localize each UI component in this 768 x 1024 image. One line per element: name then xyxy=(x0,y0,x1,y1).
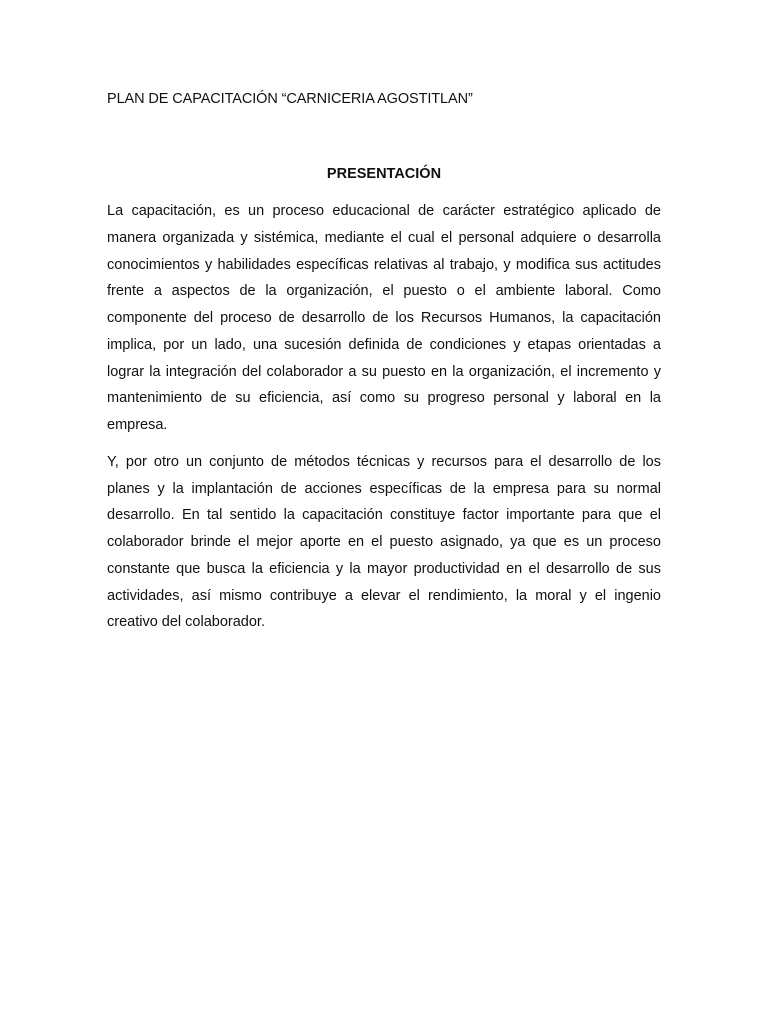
document-body xyxy=(107,198,661,646)
paragraph-1: La capacitación, es un proceso educacional de carácter estratégico aplicado de manera organizada y sistémica, mediante el cual el personal adquiere o desarrolla conocimientos y habilidades específicas relativas al trabajo, y modifica sus actitudes frente a aspectos de la organización, el puesto o el ambiente laboral. Como componente del proceso de desarrollo de los Recursos Humanos, la capacitación implica, por un lado, una sucesión definida de condiciones y etapas orientadas a lograr la integración del colaborador a su puesto en la organización, el incremento y mantenimiento de su eficiencia, así como su progreso personal y laboral en la empresa. xyxy=(107,203,661,433)
paragraph-2: Y, por otro un conjunto de métodos técnicas y recursos para el desarrollo de los planes y la implantación de acciones específicas de la empresa para su normal desarrollo. En tal sentido la capacitación constituye factor importante para que el colaborador brinde el mejor aporte en el puesto asignado, ya que es un proceso constante que busca la eficiencia y la mayor productividad en el desarrollo de sus actividades, así mismo contribuye a elevar el rendimiento, la moral y el ingenio creativo del colaborador. xyxy=(107,453,661,631)
section-heading: PRESENTACIÓN xyxy=(326,166,442,182)
document-title: PLAN DE CAPACITACIÓN “CARNICERIA AGOSTITLAN” xyxy=(107,91,473,107)
